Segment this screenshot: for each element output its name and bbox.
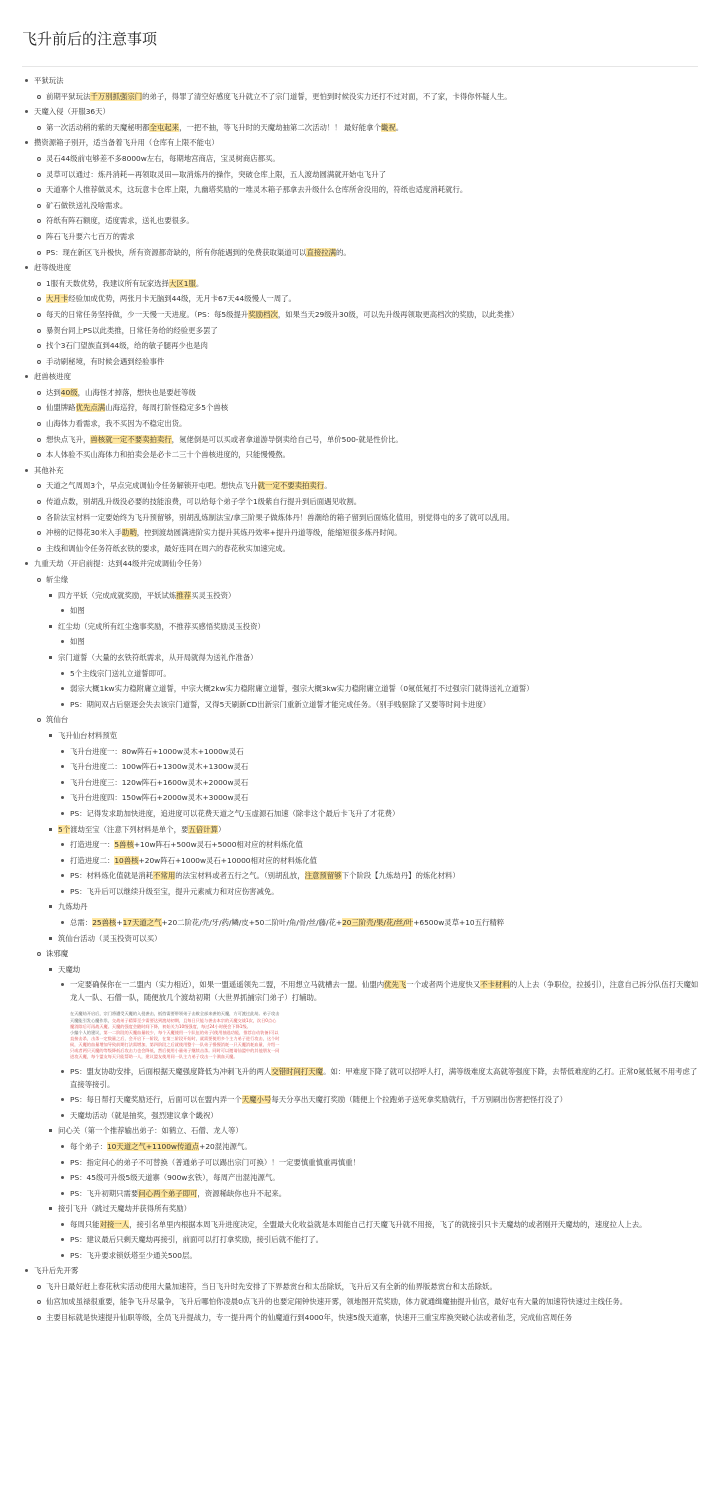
list-item: 找个3石门望族直到44级，给的敏子腿再少也是肉 bbox=[34, 338, 720, 354]
subsection-zhuxie: 诛邪魔 bbox=[34, 946, 720, 962]
list-item: 天魔劫 bbox=[46, 962, 720, 978]
list-item: 每个弟子：10天道之气+1100w传道点+20混沌源气。 bbox=[58, 1139, 720, 1155]
list-item: 山海体力看需求，我不买因为不稳定出货。 bbox=[34, 416, 720, 432]
section-tianmo bbox=[22, 104, 720, 120]
section-pingyu bbox=[22, 73, 720, 89]
list-item: PS：指定问心的弟子不可替换（普通弟子可以踢出宗门可换）！一定要慎重慎重再慎重！ bbox=[58, 1155, 720, 1171]
list-item: PS：飞升要求锁妖塔至少通关500层。 bbox=[58, 1248, 720, 1264]
list-item: PS：飞升初期只需要问心两个弟子即可，资源稀缺你也升不起来。 bbox=[58, 1186, 720, 1202]
list-item: 一定要确保你在一二盟内（实力相近），如果一盟遥遥领先二盟，不用想立马就槽去一盟。仙盟内优先飞一个或者两个进度快又不卡材料的人上去（争职位，拉援引），注意自己拆分队伍打天魔如龙人一队、石僧一队，随便放几个渡劫初期（大世界抓捕宗门弟子）打辅助。 bbox=[58, 977, 700, 1005]
list-item: PS：期间双占后驱逐会失去该宗门道誓，又得5天刷新CD出新宗门重新立道誓才能完成任务。（别手贱驱除了又要等时间卡进度） bbox=[58, 697, 720, 713]
subsection-xunchen: 斩尘缘 bbox=[34, 572, 720, 588]
title-divider bbox=[22, 66, 698, 67]
section-resources bbox=[22, 135, 720, 151]
list-item: 矿石做铁送礼没啥需求。 bbox=[34, 198, 720, 214]
list-item: 九炼劫丹 bbox=[46, 899, 720, 915]
section-heading: 其他补充 bbox=[34, 465, 64, 475]
list-item: 达到40级，山海怪才掉落，想快也是要赶等级 bbox=[34, 385, 720, 401]
list-item: 打造进度二：10兽核+20w阵石+1000w灵石+10000相对应的材料炼化值 bbox=[58, 853, 720, 869]
list-item: 飞升仙台材料预览 bbox=[46, 728, 720, 744]
tianmo-guide-image: 在天魔劫开启后，宗门将遭受天魔的入侵袭击，抵挡需要带领弟子击败全部来袭的天魔，方可渡过此劫。弟子攻击天魔能引发心魔作祟，交战弟子精算至少需要达到渡劫初期，且每日只能与袭击本宗的天魔交战1次，次日0点心魔消除后可再战天魔。天魔的强度会随时间下降，初始关为10级强度，每过24小时便会下降1级。 小编个人的建议，第一二阶段的天魔血量较少，每个天魔使用一个队伍的弟子(使用抽选功能，推荐自动装备)可以直接击杀，击杀一定数量之后，会开启下一阶段，在第三阶段开始时，就需要使用多个主力弟子进行攻击，这个时候，天魔的血量增加导致前期打法需增加，第四阶段之后就使用整个一队弟子慢慢消耗一只天魔消耗血量，介绍一只或者两只天魔的等级降低后攻击力也会降低，然后使用小量弟子继续击杀。同时可以邀请仙盟中的其他朋友一同进攻天魔，每个盟友每天只能帮助一人，建议盟友使用同一队主力弟子攻击一个满血天魔。 bbox=[70, 1011, 280, 1060]
list-item: 接引飞升（跳过天魔劫并获得所有奖励） bbox=[46, 1201, 720, 1217]
section-level bbox=[22, 260, 720, 276]
list-item: 天魔劫活动（就是抽奖，强烈建议拿个畿祝） bbox=[58, 1108, 720, 1124]
list-item: 1服有天数优势，我建议所有玩家选择大区1服。 bbox=[34, 276, 720, 292]
list-item: 主线和调仙令任务符纸玄铁的要求，最好连同在周六的春花秋实加速完成。 bbox=[34, 541, 720, 557]
list-item: 飞升台进度一：80w阵石+1000w灵木+1000w灵石 bbox=[58, 744, 720, 760]
list-item: 每天的日常任务坚持做，少一天慢一天进度。（PS：每5级提升奖励档次，如果当天29级升30级，可以先升级再领取更高档次的奖励，以此类推） bbox=[34, 307, 720, 323]
list-item: PS：现在新区飞升极快，所有资源都奇缺的，所有你能遇到的免费获取渠道可以直接拉满的。 bbox=[34, 245, 720, 261]
section-heading: 攒资源箱子别开，适当备着飞升用（仓库有上限不能屯） bbox=[34, 138, 219, 148]
list-item: 四方平妖（完成成就奖励，平妖试炼推荐买灵玉投资） bbox=[46, 588, 720, 604]
list-item: 第一次活动稍的紫的天魔秘明都全屯起来，一把不抽，等飞升时的天魔劫抽第二次活动！！ 最好能拿个畿祝。 bbox=[34, 120, 720, 136]
section-heading: 飞升后先开雾 bbox=[34, 1266, 79, 1276]
notes-list bbox=[0, 73, 720, 1326]
list-item: 5个渡劫至宝（注意下列材料是单个，要五倍计算） bbox=[46, 822, 720, 838]
list-item: 每周只能对接一人，接引名单里内根据本周飞升进度决定，全盟最大化收益就是本周能自己打天魔飞升就不用接，飞了的就接引只卡天魔劫的或者刚开天魔劫的，速度拉人上去。 bbox=[58, 1217, 700, 1232]
list-item: PS：45级可升级5级天道寨（900w玄铁），每周产出混沌源气。 bbox=[58, 1170, 720, 1186]
page-title: 飞升前后的注意事项 bbox=[22, 30, 158, 48]
list-item: 手动刷秘境，有时候会遇到经验事件 bbox=[34, 354, 720, 370]
list-item: 主要目标就是快速提升仙职等级，全员飞升提战力，专一提升两个的仙魔道行到4000年，快速5级天道寨，快速开三重宝库换突破心法或者仙芝，完成仙宫周任务 bbox=[34, 1310, 720, 1326]
list-item: 问心关（第一个推荐输出弟子：如鹤立、石僧、龙人等） bbox=[46, 1123, 720, 1139]
list-item: 灵石44级前屯够差不多8000w左右，每期地宫商店，宝灵树商店都买。 bbox=[34, 151, 720, 167]
list-item: 阵石飞升要六七百万的需求 bbox=[34, 229, 720, 245]
list-item: PS：材料炼化值就是消耗不常用的法宝材料或者五行之气。（别胡乱放，注意预留够下个阶段【九炼劫丹】的炼化材料） bbox=[58, 868, 720, 884]
list-item: 天道之气周周3个，早点完成调仙令任务解锁开屯吧。想快点飞升就一定不要卖拍卖行。 bbox=[34, 478, 720, 494]
list-item: 想快点飞升，兽核就一定不要卖拍卖行，氪佬倒是可以买或者拿道游导倒卖给自己号，单价500-就是性价比。 bbox=[34, 432, 720, 448]
list-item: 5个主线宗门送礼立道誓即可。 bbox=[58, 666, 720, 682]
section-beast-core bbox=[22, 369, 720, 385]
list-item: PS：每日帮打天魔奖励还行，后面可以在盟内弄一个天魔小号每天分享出天魔打奖励（随便上个拉跑弟子送死拿奖励就行，千万别刷出伤害把怪打没了） bbox=[58, 1092, 720, 1108]
subsection-zhuxian: 筑仙台 bbox=[34, 712, 720, 728]
list-item: 仙宫加成虽禄很重要，能争飞升尽量争，飞升后哪怕你凌晨0点飞升的也要定闹钟快速开雾，领地图开荒奖励，体力就通缉魔抽提升仙官，最好屯有大量的加速符快速过主线任务。 bbox=[34, 1294, 720, 1310]
list-item: 如图 bbox=[58, 634, 720, 650]
list-item: PS：盟友协助安排，后面根据天魔强度降低为冲刺飞升的两人交错时间打天魔。如：甲难度下降了就可以招呼人打，满等级难度太高就等强度下降，去帮低难度的乙打。正常0氪低氪不用考虑了直接等接引。 bbox=[58, 1064, 700, 1092]
list-item: 弱宗大概1kw实力稳附庸立道誓，中宗大概2kw实力稳附庸立道誓，强宗大概3kw实力稳附庸立道誓（0氪低氪打不过强宗门就得送礼立道誓） bbox=[58, 681, 720, 697]
list-item: 打造进度一：5兽核+10w阵石+500w灵石+5000相对应的材料炼化值 bbox=[58, 837, 720, 853]
list-item: PS：建议最后只剩天魔劫再接引，前面可以打打拿奖励，接引后就不能打了。 bbox=[58, 1232, 720, 1248]
list-item: 飞升日最好赶上春花秋实活动使用大量加速符，当日飞升时先安排了下界悬赏台和太岳除妖，飞升后又有全新的仙界版悬赏台和太岳除妖。 bbox=[34, 1279, 720, 1295]
list-item: 筑仙台活动（灵玉投资可以买） bbox=[46, 931, 720, 947]
section-heading: 赶兽核进度 bbox=[34, 372, 71, 382]
section-heading: 平狱玩法 bbox=[34, 76, 64, 85]
list-item: 符纸有阵石额度，适度需求，送礼也要很多。 bbox=[34, 213, 720, 229]
list-item: 天道寨个人推荐做灵术，这玩意卡仓库上限，九幽塔奖励的一堆灵木箱子那拿去升级什么仓库所舍没用的，符纸也适度消耗就行。 bbox=[34, 182, 720, 198]
list-item: 各阶法宝材料一定要始终为飞升预留够，别胡乱炼制法宝/拿三阶果子做炼体丹！兽潮给的箱子留到后面炼化值用，别觉得屯的多了就可以乱用。 bbox=[34, 510, 720, 526]
list-item: 宗门道誓（大量的玄铁符纸需求，从开局就得为送礼作准备） bbox=[46, 650, 720, 666]
list-item: 前期平狱玩法千万别抓强宗门的弟子，得罪了清空好感度飞升就立不了宗门道誓，更怕到时候没实力还打不过对面，不了家，卡得你怀疑人生。 bbox=[34, 89, 720, 105]
list-item: 灵草可以通过：炼丹消耗—再领取灵田—取消炼丹的操作，突破仓库上限，五人渡劫圆满就开始屯飞升了 bbox=[34, 167, 720, 183]
list-item: 暴贺台同上PS以此类推，日常任务给的经验更多罢了 bbox=[34, 323, 720, 339]
list-item: 本人体验不买山海体力和拍卖会是必卡二三十个兽核进度的，只能慢慢熬。 bbox=[34, 447, 720, 463]
list-item: 飞升台进度三：120w阵石+1600w灵木+2000w灵石 bbox=[58, 775, 720, 791]
list-item: 大月卡经验加成优势，两张月卡无脑到44级，无月卡67天44级慢人一周了。 bbox=[34, 291, 720, 307]
list-item: 红尘劫（完成所有红尘逸事奖励，不推荐买感悟奖励灵玉投资） bbox=[46, 619, 720, 635]
section-heading: 赶等级进度 bbox=[34, 263, 71, 273]
list-item: PS：飞升后可以继续升级至宝，提升元素威力和对应伤害减免。 bbox=[58, 884, 720, 900]
list-item: PS：记得发求助加快进度，追进度可以花费天道之气/玉虚源石加速（除非这个最后卡飞升了才花费） bbox=[58, 806, 720, 822]
section-heading: 九重天劫（开启前提：达到44级并完成调仙令任务） bbox=[34, 559, 207, 569]
list-item: 如图 bbox=[58, 603, 720, 619]
section-after-ascension bbox=[22, 1263, 720, 1279]
list-item: 仙盟牌路优先点满山海巡狩，每周打阶怪稳定多5个兽核 bbox=[34, 400, 720, 416]
list-item: 冲榜的记得花30米入手助哟，控到渡劫圆满进阶实力提升其炼丹效率+提升丹道等级，能缩短很多炼丹时间。 bbox=[34, 525, 720, 541]
section-nine-tribulation bbox=[22, 556, 720, 572]
list-item: 飞升台进度四：150w阵石+2000w灵木+3000w灵石 bbox=[58, 790, 720, 806]
list-item: 总需：25兽核+17天道之气+20二阶花/壳/牙/药/鳞/皮+50二阶叶/角/骨/丝/藤/花+20三阶壳/果/花/丝/叶+6500w灵草+10五行精粹 bbox=[58, 915, 720, 931]
list-item: 飞升台进度二：100w阵石+1300w灵木+1300w灵石 bbox=[58, 759, 720, 775]
list-item: 传道点数，别胡乱升级没必要的技能浪费，可以给每个弟子学个1级紫自行提升到后面遇见收割。 bbox=[34, 494, 720, 510]
section-other bbox=[22, 463, 720, 479]
section-heading: 天魔入侵（开服36天） bbox=[34, 107, 110, 117]
